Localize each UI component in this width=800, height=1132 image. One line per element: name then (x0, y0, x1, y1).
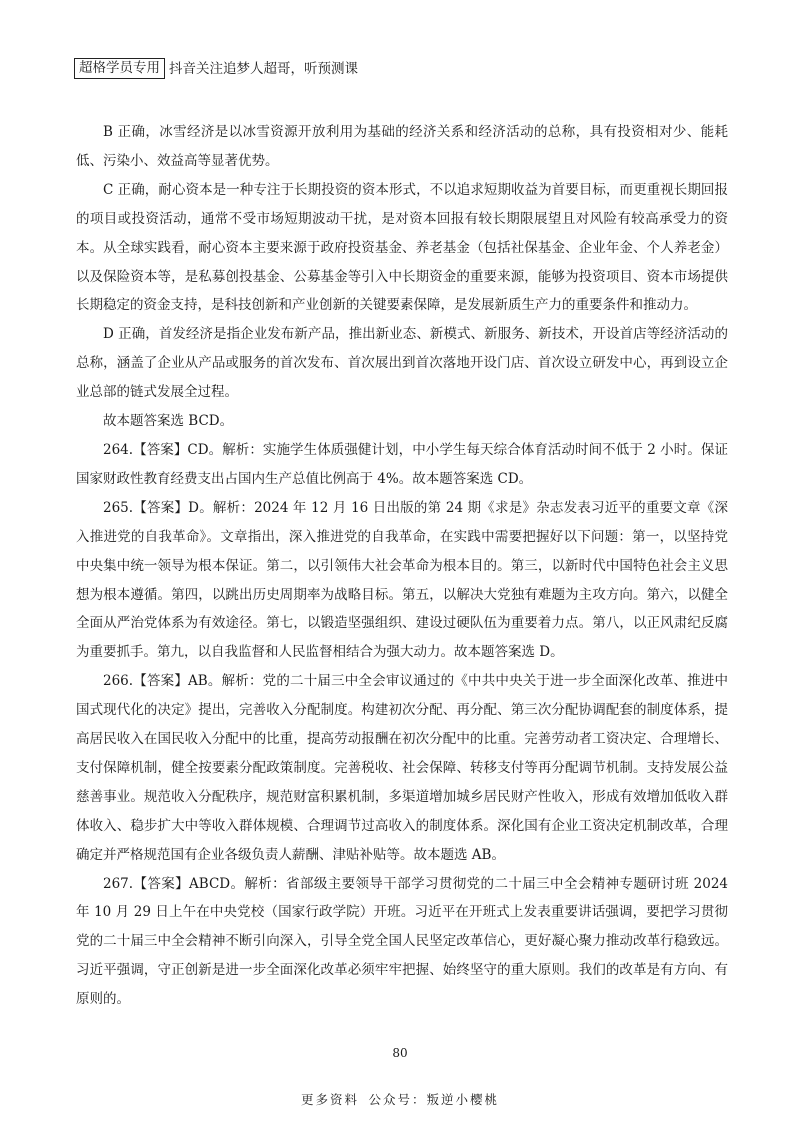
page-number: 80 (392, 1046, 408, 1060)
paragraph-q264: 264.【答案】CD。解析：实施学生体质强健计划，中小学生每天综合体育活动时间不低于 2 小时。保证国家财政性教育经费支出占国内生产总值比例高于 4%。故本题答案选 CD。 (76, 441, 728, 487)
page-header (74, 58, 358, 79)
paragraph-option-b: B 正确，冰雪经济是以冰雪资源开放利用为基础的经济关系和经济活动的总称，具有投资相对少、能耗低、污染小、效益高等显著优势。 (76, 124, 728, 169)
header-text: 抖音关注追梦人超哥，听预测课 (169, 60, 358, 77)
header-tag: 超格学员专用 (74, 58, 165, 79)
paragraph-answer-summary: 故本题答案选 BCD。 (103, 413, 234, 430)
paragraph-q267: 267.【答案】ABCD。解析：省部级主要领导干部学习贯彻党的二十届三中全会精神专题研讨班 2024 年 10 月 29 日上午在中央党校（国家行政学院）开班。习近平在开班式上发表重要讲话强调，要把学习贯彻党的二十届三中全会精神不断引向深入，引导全党全国人民坚定改革信心，更好凝心聚力推动改革行稳致远。习近平强调，守正创新是进一步全面深化改革必须牢牢把握、始终坚守的重大原则。我们的改革是有方向、有原则的。 (76, 875, 728, 1008)
document-body (76, 118, 728, 1014)
paragraph-q266: 266.【答案】AB。解析：党的二十届三中全会审议通过的《中共中央关于进一步全面深化改革、推进中国式现代化的决定》提出，完善收入分配制度。构建初次分配、再分配、第三次分配协调配套的制度体系，提高居民收入在国民收入分配中的比重，提高劳动报酬在初次分配中的比重。完善劳动者工资决定、合理增长、支付保障机制，健全按要素分配政策制度。完善税收、社会保障、转移支付等再分配调节机制。支持发展公益慈善事业。规范收入分配秩序，规范财富积累机制，多渠道增加城乡居民财产性收入，形成有效增加低收入群体收入、稳步扩大中等收入群体规模、合理调节过高收入的制度体系。深化国有企业工资决定机制改革，合理确定并严格规范国有企业各级负责人薪酬、津贴补贴等。故本题选 AB。 (76, 673, 728, 863)
paragraph-option-c: C 正确，耐心资本是一种专注于长期投资的资本形式，不以追求短期收益为首要目标，而更重视长期回报的项目或投资活动，通常不受市场短期波动干扰，是对资本回报有较长期限展望且对风险有较高承受力的资本。从全球实践看，耐心资本主要来源于政府投资基金、养老基金（包括社保基金、企业年金、个人养老金）以及保险资本等，是私募创投基金、公募基金等引入中长期资金的重要来源，能够为投资项目、资本市场提供长期稳定的资金支持，是科技创新和产业创新的关键要素保障，是发展新质生产力的重要条件和推动力。 (76, 181, 728, 314)
paragraph-q265: 265.【答案】D。解析：2024 年 12 月 16 日出版的第 24 期《求是》杂志发表习近平的重要文章《深入推进党的自我革命》。文章指出，深入推进党的自我革命，在实践中需要把握好以下问题：第一，以坚持党中央集中统一领导为根本保证。第二，以引领伟大社会革命为根本目的。第三，以新时代中国特色社会主义思想为根本遵循。第四，以跳出历史周期率为战略目标。第五，以解决大党独有难题为主攻方向。第六，以健全全面从严治党体系为有效途径。第七，以锻造坚强组织、建设过硬队伍为重要着力点。第八，以正风肃纪反腐为重要抓手。第九，以自我监督和人民监督相结合为强大动力。故本题答案选 D。 (76, 499, 728, 661)
page-footer: 更多资料 公众号：叛逆小樱桃 (300, 1092, 500, 1107)
paragraph-option-d: D 正确，首发经济是指企业发布新产品，推出新业态、新模式、新服务、新技术，开设首店等经济活动的总称，涵盖了企业从产品或服务的首次发布、首次展出到首次落地开设门店、首次设立研发中心，再到设立企业总部的链式发展全过程。 (76, 326, 728, 401)
